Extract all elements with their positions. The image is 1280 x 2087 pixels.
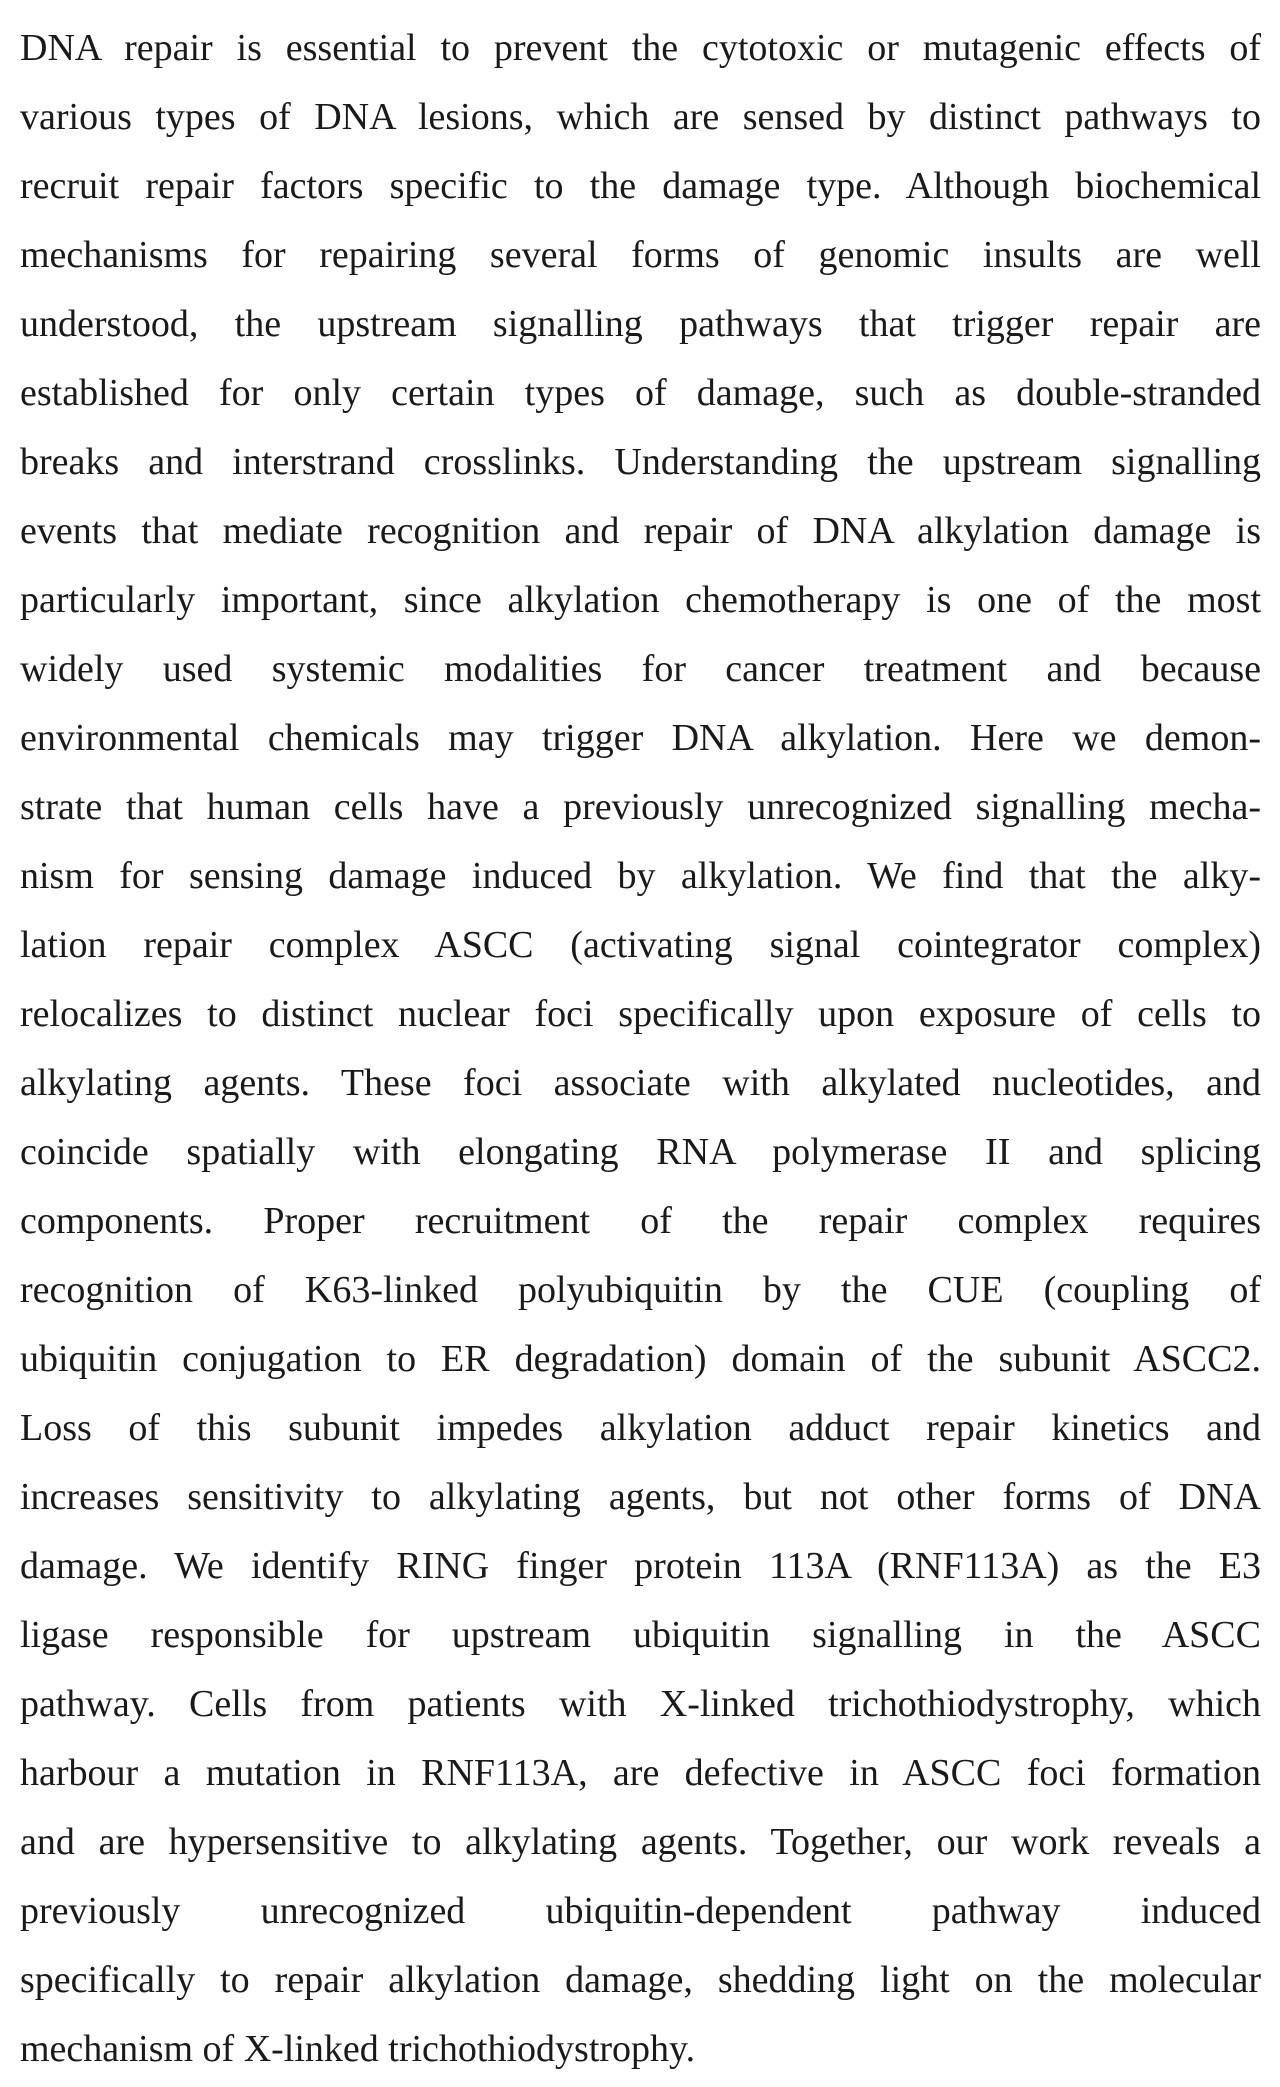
abstract-line: particularly important, since alkylation chemotherapy is one of the most xyxy=(20,579,1261,621)
abstract-line: Loss of this subunit impedes alkylation adduct repair kinetics and xyxy=(20,1407,1261,1449)
abstract-line: relocalizes to distinct nuclear foci specifically upon exposure of cells to xyxy=(20,993,1261,1035)
abstract-line: increases sensitivity to alkylating agents, but not other forms of DNA xyxy=(20,1476,1261,1518)
abstract-line: lation repair complex ASCC (activating signal cointegrator complex) xyxy=(20,924,1261,966)
abstract-line: mechanisms for repairing several forms of genomic insults are well xyxy=(20,234,1261,276)
abstract-line: strate that human cells have a previously unrecognized signalling mecha- xyxy=(20,786,1261,828)
abstract-line: established for only certain types of damage, such as double-stranded xyxy=(20,372,1261,414)
abstract-line: specifically to repair alkylation damage, shedding light on the molecular xyxy=(20,1959,1261,2001)
abstract-line: coincide spatially with elongating RNA polymerase II and splicing xyxy=(20,1131,1261,1173)
abstract-line: previously unrecognized ubiquitin-dependent pathway induced xyxy=(20,1890,1261,1932)
abstract-line: environmental chemicals may trigger DNA alkylation. Here we demon- xyxy=(20,717,1261,759)
abstract-line: understood, the upstream signalling pathways that trigger repair are xyxy=(20,303,1261,345)
abstract-line: damage. We identify RING finger protein 113A (RNF113A) as the E3 xyxy=(20,1545,1261,1587)
abstract-line: and are hypersensitive to alkylating agents. Together, our work reveals a xyxy=(20,1821,1261,1863)
abstract-line: components. Proper recruitment of the repair complex requires xyxy=(20,1200,1261,1242)
abstract-line: events that mediate recognition and repair of DNA alkylation damage is xyxy=(20,510,1261,552)
abstract-line: recruit repair factors specific to the damage type. Although biochemical xyxy=(20,165,1261,207)
abstract-line: widely used systemic modalities for cancer treatment and because xyxy=(20,648,1261,690)
abstract-line-last: mechanism of X-linked trichothiodystrophy. xyxy=(20,2028,696,2070)
abstract-line: various types of DNA lesions, which are sensed by distinct pathways to xyxy=(20,96,1261,138)
abstract-line: breaks and interstrand crosslinks. Understanding the upstream signalling xyxy=(20,441,1261,483)
abstract-line: DNA repair is essential to prevent the cytotoxic or mutagenic effects of xyxy=(20,27,1261,69)
abstract-line: harbour a mutation in RNF113A, are defective in ASCC foci formation xyxy=(20,1752,1261,1794)
abstract-paragraph xyxy=(20,14,1261,2084)
abstract-line: recognition of K63-linked polyubiquitin by the CUE (coupling of xyxy=(20,1269,1261,1311)
abstract-line: nism for sensing damage induced by alkylation. We find that the alky- xyxy=(20,855,1261,897)
abstract-line: ubiquitin conjugation to ER degradation) domain of the subunit ASCC2. xyxy=(20,1338,1261,1380)
abstract-line: alkylating agents. These foci associate with alkylated nucleotides, and xyxy=(20,1062,1261,1104)
abstract-line: pathway. Cells from patients with X-linked trichothiodystrophy, which xyxy=(20,1683,1261,1725)
abstract-line: ligase responsible for upstream ubiquitin signalling in the ASCC xyxy=(20,1614,1261,1656)
